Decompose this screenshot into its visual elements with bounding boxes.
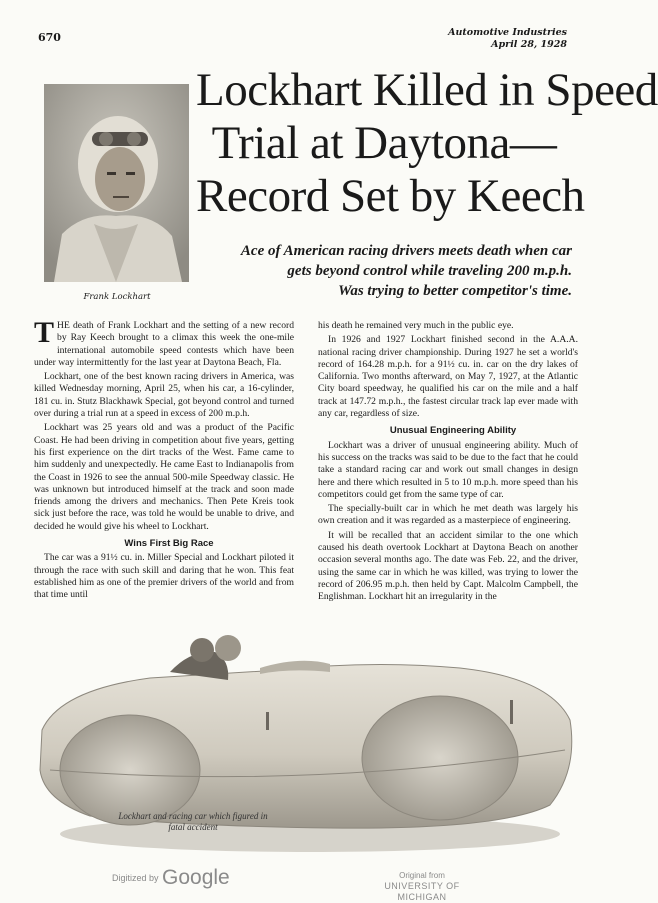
masthead xyxy=(417,27,567,51)
article-paragraph: The specially-built car in which he met death was largely his own creation and it was regarded as a masterpiece of engineering. xyxy=(318,503,578,527)
headline-line: Lockhart Killed in Speed xyxy=(196,64,658,116)
google-logo: Google xyxy=(162,866,230,889)
article-paragraph: The car was a 91½ cu. in. Miller Special and Lockhart piloted it through the race with such skill and daring that he won. This feat established him as one of the premier drivers of the world and from that time until xyxy=(34,552,294,601)
deck-line: gets beyond control while traveling 200 m.p.h. xyxy=(287,263,572,279)
article-paragraph: In 1926 and 1927 Lockhart finished second in the A.A.A. national racing driver championship. During 1927 he set a world's record of 164.28 m.p.h. for a 91½ cu. in. car on the dry lakes of California. Two months afterward, on May 7, 1927, at the Atlantic City board speedway, he qualified his car on the mile and a half track at 147.72 m.p.h., the fastest circular track lap ever made with any car, regardless of size. xyxy=(318,334,578,420)
article-paragraph: Lockhart, one of the best known racing drivers in America, was killed Wednesday morning, April 25, when his car, a 16-cylinder, 181 cu. in. Stutz Blackhawk Special, got beyond control and turned over during a trial run at a speed in excess of 200 m.p.h. xyxy=(34,371,294,420)
article-column-right xyxy=(318,320,578,606)
caption-line: Lockhart and racing car which figured in xyxy=(118,811,268,821)
university-label: UNIVERSITY OF MICHIGAN xyxy=(384,881,460,902)
paragraph-text: HE death of Frank Lockhart and the setting of a new record by Ray Keech brought to a climax this week the one-mile international automobile speed contests which have been under way intermittently for the last year at Daytona Beach, Fla. xyxy=(34,320,294,368)
deck-subtitle xyxy=(190,241,572,301)
deck-line: Was trying to better competitor's time. xyxy=(338,283,572,299)
headline xyxy=(196,64,658,223)
article-paragraph: It will be recalled that an accident similar to the one which caused his death overtook Lockhart at Daytona Beach on another occasion several months ago. The date was Feb. 22, and the driver, using the same car in which he was killed, was trying to lower the record of 206.95 m.p.h. then held by Capt. Malcolm Campbell, the Englishman. Lockhart hit an irregularity in the xyxy=(318,529,578,603)
original-from-label: Original from xyxy=(399,871,445,880)
publication-name: Automotive Industries xyxy=(448,27,567,38)
drop-cap: T xyxy=(34,316,55,349)
digitized-by-label: Digitized by xyxy=(112,873,159,883)
deck-line: Ace of American racing drivers meets death when car xyxy=(240,243,572,259)
issue-date: April 28, 1928 xyxy=(491,39,567,50)
page-number: 670 xyxy=(38,31,61,44)
portrait-caption: Frank Lockhart xyxy=(83,292,151,302)
article-paragraph: Lockhart was 25 years old and was a product of the Pacific Coast. He had been driving in competition about five years, getting his first experience on the dirt tracks of the West. Fame came to him suddenly and unexpectedly. He came East to Indianapolis from the Coast in 1926 to see the annual 500-mile Speedway classic. He was unknown but introduced himself at the track and soon made friends among the drivers and mechanics. Then Pete Kreis took sick just before the race, was told he would be unable to drive, and decided he would give his wheel to Lockhart. xyxy=(34,422,294,532)
car-photo-caption xyxy=(88,811,298,833)
article-paragraph xyxy=(34,316,294,369)
headline-line: Record Set by Keech xyxy=(196,170,585,222)
caption-line: fatal accident xyxy=(168,822,218,832)
section-subhead: Unusual Engineering Ability xyxy=(389,425,517,437)
article-paragraph: Lockhart was a driver of unusual engineering ability. Much of his success on the tracks was said to be due to the fact that he could take a standard racing car and work out small changes in design here and there which resulted in 5 to 10 m.p.h. more speed than his competitors could get from the same type of car. xyxy=(318,439,578,500)
original-source xyxy=(362,870,482,903)
article-column-left xyxy=(34,316,294,604)
headline-line: Trial at Daytona— xyxy=(211,117,557,169)
portrait-photo xyxy=(44,84,189,282)
section-subhead: Wins First Big Race xyxy=(124,538,214,550)
article-paragraph: his death he remained very much in the public eye. xyxy=(318,320,514,331)
